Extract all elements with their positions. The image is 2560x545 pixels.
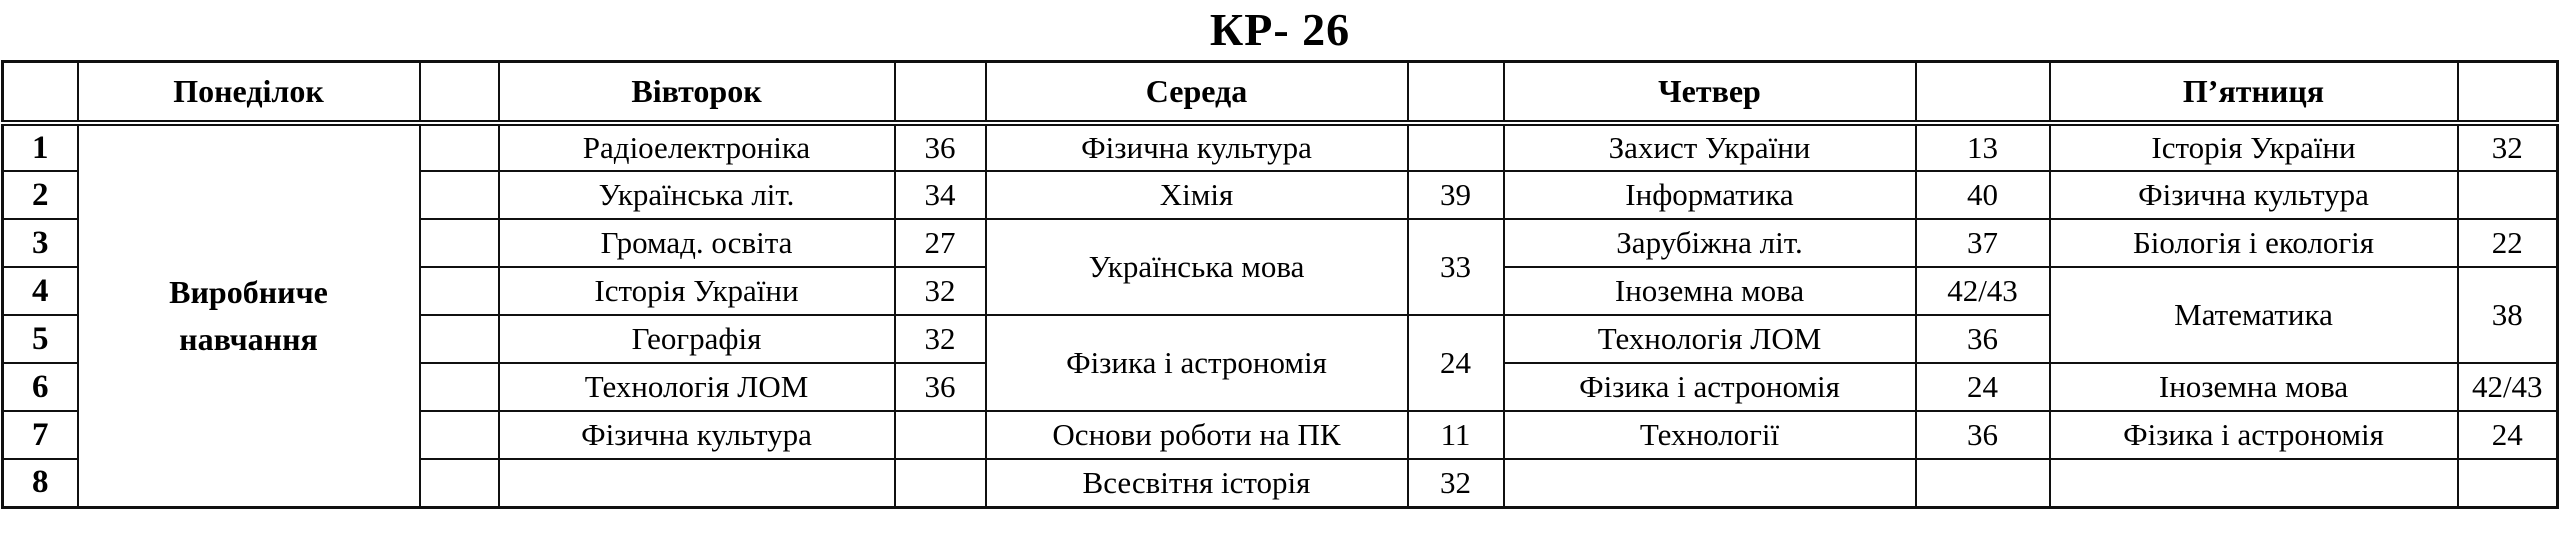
room-cell: 32 bbox=[2458, 123, 2558, 171]
subject-cell: Всесвітня історія bbox=[986, 459, 1408, 507]
subject-cell: Інформатика bbox=[1504, 171, 1916, 219]
subject-cell: Фізична культура bbox=[499, 411, 895, 459]
room-cell bbox=[420, 315, 499, 363]
room-cell: 24 bbox=[1916, 363, 2050, 411]
room-cell bbox=[1916, 459, 2050, 507]
row-number-cell: 6 bbox=[3, 363, 78, 411]
monday-label-line: навчання bbox=[179, 320, 318, 357]
subject-cell: Захист України bbox=[1504, 123, 1916, 171]
subject-cell: Фізика і астрономія bbox=[986, 315, 1408, 411]
subject-cell: Громад. освіта bbox=[499, 219, 895, 267]
subject-cell: Іноземна мова bbox=[1504, 267, 1916, 315]
day-header: Понеділок bbox=[78, 62, 420, 124]
room-cell: 11 bbox=[1408, 411, 1504, 459]
schedule-row bbox=[3, 123, 2558, 171]
monday-merged-cell bbox=[78, 123, 420, 507]
room-cell: 36 bbox=[1916, 315, 2050, 363]
day-header: П’ятниця bbox=[2050, 62, 2458, 124]
subject-cell: Технологія ЛОМ bbox=[499, 363, 895, 411]
room-cell: 39 bbox=[1408, 171, 1504, 219]
room-cell: 33 bbox=[1408, 219, 1504, 315]
subject-cell: Фізична культура bbox=[2050, 171, 2458, 219]
subject-cell: Зарубіжна літ. bbox=[1504, 219, 1916, 267]
subject-cell bbox=[499, 459, 895, 507]
row-number-cell: 5 bbox=[3, 315, 78, 363]
row-number-cell: 4 bbox=[3, 267, 78, 315]
monday-label-line: Виробниче bbox=[169, 274, 328, 311]
subject-cell: Фізична культура bbox=[986, 123, 1408, 171]
subject-cell bbox=[1504, 459, 1916, 507]
room-cell: 32 bbox=[895, 315, 986, 363]
room-cell bbox=[895, 411, 986, 459]
day-header: Четвер bbox=[1504, 62, 1916, 124]
day-header: Вівторок bbox=[499, 62, 895, 124]
subject-cell: Радіоелектроніка bbox=[499, 123, 895, 171]
header-row bbox=[3, 62, 2558, 124]
subject-cell: Фізика і астрономія bbox=[1504, 363, 1916, 411]
room-cell: 22 bbox=[2458, 219, 2558, 267]
room-cell bbox=[420, 411, 499, 459]
subject-cell: Історія України bbox=[2050, 123, 2458, 171]
room-cell bbox=[895, 459, 986, 507]
room-cell: 32 bbox=[895, 267, 986, 315]
header-spacer-cell bbox=[895, 62, 986, 124]
subject-cell: Українська літ. bbox=[499, 171, 895, 219]
room-cell: 38 bbox=[2458, 267, 2558, 363]
room-cell: 36 bbox=[895, 123, 986, 171]
row-number-cell: 3 bbox=[3, 219, 78, 267]
subject-cell: Фізика і астрономія bbox=[2050, 411, 2458, 459]
row-number-cell: 2 bbox=[3, 171, 78, 219]
schedule-table bbox=[1, 60, 2559, 509]
room-cell: 42/43 bbox=[1916, 267, 2050, 315]
subject-cell: Технологія ЛОМ bbox=[1504, 315, 1916, 363]
room-cell: 24 bbox=[2458, 411, 2558, 459]
subject-cell: Іноземна мова bbox=[2050, 363, 2458, 411]
row-number-cell: 7 bbox=[3, 411, 78, 459]
subject-cell: Біологія і екологія bbox=[2050, 219, 2458, 267]
room-cell: 24 bbox=[1408, 315, 1504, 411]
subject-cell: Основи роботи на ПК bbox=[986, 411, 1408, 459]
room-cell bbox=[420, 363, 499, 411]
subject-cell: Українська мова bbox=[986, 219, 1408, 315]
room-cell: 13 bbox=[1916, 123, 2050, 171]
subject-cell: Математика bbox=[2050, 267, 2458, 363]
room-cell: 34 bbox=[895, 171, 986, 219]
room-cell bbox=[2458, 459, 2558, 507]
subject-cell: Хімія bbox=[986, 171, 1408, 219]
room-cell bbox=[420, 459, 499, 507]
room-cell bbox=[420, 267, 499, 315]
subject-cell: Технології bbox=[1504, 411, 1916, 459]
room-cell: 42/43 bbox=[2458, 363, 2558, 411]
room-cell bbox=[420, 123, 499, 171]
room-cell bbox=[420, 171, 499, 219]
row-number-cell: 8 bbox=[3, 459, 78, 507]
row-number-cell: 1 bbox=[3, 123, 78, 171]
room-cell bbox=[420, 219, 499, 267]
header-spacer-cell bbox=[2458, 62, 2558, 124]
room-cell: 36 bbox=[895, 363, 986, 411]
header-spacer-cell bbox=[3, 62, 78, 124]
room-cell: 37 bbox=[1916, 219, 2050, 267]
subject-cell: Географія bbox=[499, 315, 895, 363]
room-cell: 40 bbox=[1916, 171, 2050, 219]
header-spacer-cell bbox=[1916, 62, 2050, 124]
room-cell bbox=[1408, 123, 1504, 171]
room-cell: 32 bbox=[1408, 459, 1504, 507]
subject-cell: Історія України bbox=[499, 267, 895, 315]
subject-cell bbox=[2050, 459, 2458, 507]
room-cell: 27 bbox=[895, 219, 986, 267]
day-header: Середа bbox=[986, 62, 1408, 124]
group-title: КР- 26 bbox=[1209, 4, 1351, 55]
room-cell: 36 bbox=[1916, 411, 2050, 459]
room-cell bbox=[2458, 171, 2558, 219]
header-spacer-cell bbox=[1408, 62, 1504, 124]
header-spacer-cell bbox=[420, 62, 499, 124]
